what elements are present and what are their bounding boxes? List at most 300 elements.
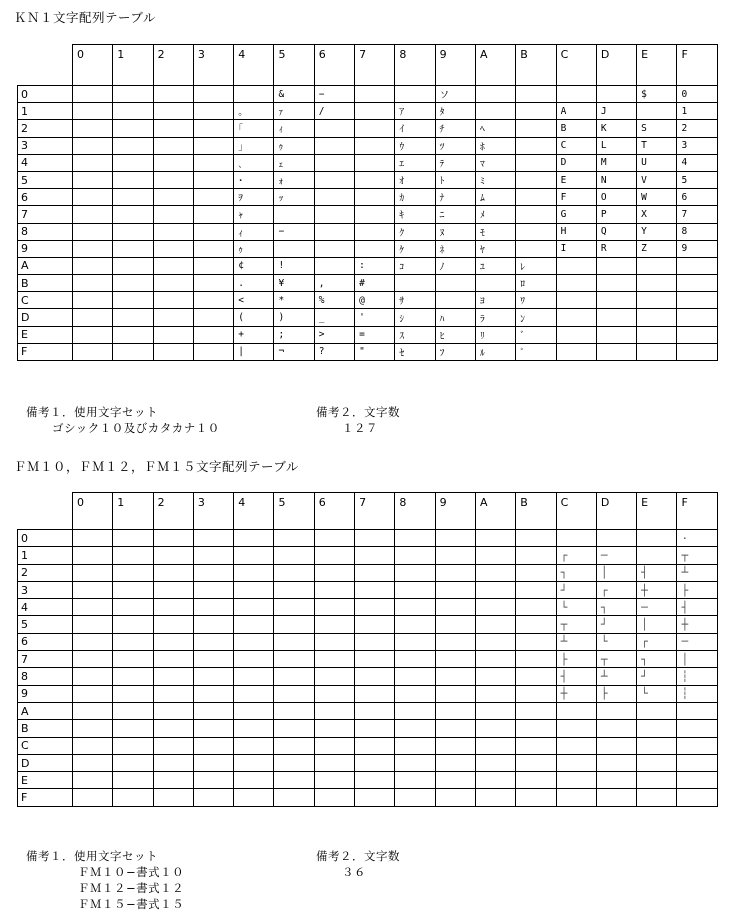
- char-cell: [475, 275, 515, 292]
- char-cell: ﾇ: [435, 223, 475, 240]
- char-cell: [193, 685, 233, 702]
- char-cell: [113, 789, 153, 806]
- char-cell: [516, 581, 556, 598]
- char-cell: [677, 343, 717, 360]
- char-cell: S: [637, 120, 677, 137]
- char-cell: [153, 789, 193, 806]
- char-cell: [274, 651, 314, 668]
- column-header: 8: [395, 493, 435, 530]
- row-header: 0: [18, 530, 73, 547]
- table-row: [18, 206, 718, 223]
- char-cell: ┴: [556, 633, 596, 650]
- char-cell: [516, 789, 556, 806]
- note1-value-0: ＦＭ１０−書式１０: [78, 865, 185, 879]
- char-cell: [556, 789, 596, 806]
- char-cell: ┤: [637, 564, 677, 581]
- char-cell: [556, 86, 596, 103]
- char-cell: [113, 599, 153, 616]
- char-cell: [435, 616, 475, 633]
- char-cell: [637, 343, 677, 360]
- table-row: [18, 309, 718, 326]
- char-cell: [314, 581, 354, 598]
- char-cell: [274, 530, 314, 547]
- char-cell: |: [234, 343, 274, 360]
- char-cell: [314, 547, 354, 564]
- char-cell: [193, 309, 233, 326]
- char-cell: <: [234, 292, 274, 309]
- char-cell: [637, 547, 677, 564]
- char-cell: ¥: [274, 275, 314, 292]
- char-cell: ﾒ: [475, 206, 515, 223]
- char-cell: [516, 737, 556, 754]
- char-cell: X: [637, 206, 677, 223]
- char-cell: [73, 137, 113, 154]
- char-cell: ｲ: [395, 120, 435, 137]
- char-cell: E: [556, 171, 596, 188]
- char-cell: [153, 206, 193, 223]
- char-cell: [153, 171, 193, 188]
- row-header: 7: [18, 206, 73, 223]
- char-cell: [355, 189, 395, 206]
- char-cell: F: [556, 189, 596, 206]
- char-cell: [435, 702, 475, 719]
- char-cell: G: [556, 206, 596, 223]
- char-cell: ┌: [637, 633, 677, 650]
- char-cell: [193, 651, 233, 668]
- char-cell: [516, 120, 556, 137]
- char-cell: [153, 564, 193, 581]
- char-cell: [113, 326, 153, 343]
- char-cell: %: [314, 292, 354, 309]
- table-row: [18, 292, 718, 309]
- char-cell: [355, 154, 395, 171]
- char-cell: [274, 720, 314, 737]
- char-cell: [596, 343, 636, 360]
- table-row: [18, 702, 718, 719]
- char-cell: [153, 633, 193, 650]
- char-cell: [355, 772, 395, 789]
- table-row: [18, 137, 718, 154]
- char-cell: [435, 599, 475, 616]
- char-cell: ┴: [677, 564, 717, 581]
- char-cell: [193, 103, 233, 120]
- char-cell: [314, 616, 354, 633]
- char-cell: [274, 240, 314, 257]
- table-row: [18, 257, 718, 274]
- char-cell: [516, 137, 556, 154]
- char-cell: [314, 685, 354, 702]
- char-cell: ┌: [596, 581, 636, 598]
- char-cell: [113, 309, 153, 326]
- char-cell: +: [234, 326, 274, 343]
- char-cell: [435, 581, 475, 598]
- char-cell: [355, 702, 395, 719]
- char-cell: [395, 754, 435, 771]
- char-cell: [153, 651, 193, 668]
- char-cell: [475, 685, 515, 702]
- char-cell: [435, 789, 475, 806]
- char-cell: [113, 581, 153, 598]
- char-cell: ┬: [556, 616, 596, 633]
- char-cell: _: [314, 309, 354, 326]
- table-row: [18, 668, 718, 685]
- char-cell: ｾ: [395, 343, 435, 360]
- char-cell: [193, 120, 233, 137]
- char-cell: [355, 651, 395, 668]
- char-cell: [314, 223, 354, 240]
- char-cell: [73, 685, 113, 702]
- row-header: 3: [18, 137, 73, 154]
- char-cell: ﾞ: [516, 326, 556, 343]
- table-row: [18, 772, 718, 789]
- char-cell: [153, 772, 193, 789]
- char-cell: ﾛ: [516, 275, 556, 292]
- char-cell: [596, 309, 636, 326]
- char-cell: [596, 754, 636, 771]
- char-cell: [153, 599, 193, 616]
- char-cell: [274, 702, 314, 719]
- char-cell: [274, 547, 314, 564]
- char-cell: [516, 564, 556, 581]
- char-cell: [73, 309, 113, 326]
- char-cell: [475, 720, 515, 737]
- table2-title: ＦＭ１０，ＦＭ１２，ＦＭ１５文字配列テーブル: [14, 459, 299, 474]
- char-cell: ─: [637, 599, 677, 616]
- char-cell: ｪ: [274, 154, 314, 171]
- char-cell: ﾙ: [475, 343, 515, 360]
- char-cell: ﾝ: [516, 309, 556, 326]
- char-cell: [234, 685, 274, 702]
- char-cell: J: [596, 103, 636, 120]
- row-header: 8: [18, 223, 73, 240]
- char-cell: [475, 530, 515, 547]
- char-cell: [475, 581, 515, 598]
- column-header: 8: [395, 45, 435, 86]
- char-cell: ｩ: [274, 137, 314, 154]
- char-cell: [556, 309, 596, 326]
- char-cell: [596, 720, 636, 737]
- char-cell: [395, 737, 435, 754]
- note1-label: 備考１．使用文字セット: [26, 849, 158, 863]
- char-cell: ｵ: [395, 171, 435, 188]
- char-cell: ｻ: [395, 292, 435, 309]
- char-cell: ﾌ: [435, 343, 475, 360]
- char-cell: [153, 326, 193, 343]
- char-cell: [234, 564, 274, 581]
- char-cell: [274, 599, 314, 616]
- char-cell: ┐: [637, 651, 677, 668]
- table-row: [18, 530, 718, 547]
- char-cell: [395, 651, 435, 668]
- char-cell: Q: [596, 223, 636, 240]
- char-cell: [475, 86, 515, 103]
- char-cell: [113, 754, 153, 771]
- char-cell: ｧ: [274, 103, 314, 120]
- char-cell: [234, 616, 274, 633]
- char-cell: [314, 702, 354, 719]
- char-cell: │: [596, 564, 636, 581]
- char-cell: [113, 103, 153, 120]
- char-cell: [73, 772, 113, 789]
- char-cell: [516, 772, 556, 789]
- char-cell: [234, 668, 274, 685]
- char-cell: ｳ: [395, 137, 435, 154]
- char-cell: [637, 530, 677, 547]
- char-cell: [73, 633, 113, 650]
- char-cell: [435, 564, 475, 581]
- char-cell: [73, 668, 113, 685]
- char-cell: ┆: [677, 668, 717, 685]
- char-cell: [113, 720, 153, 737]
- char-cell: [193, 257, 233, 274]
- char-cell: [73, 103, 113, 120]
- char-cell: [314, 137, 354, 154]
- char-cell: [153, 137, 193, 154]
- char-cell: ｯ: [274, 189, 314, 206]
- char-cell: [516, 189, 556, 206]
- char-cell: [596, 789, 636, 806]
- note1-value-2: ＦＭ１５−書式１５: [78, 897, 185, 911]
- char-cell: [556, 292, 596, 309]
- char-cell: [677, 737, 717, 754]
- char-cell: ﾃ: [435, 154, 475, 171]
- char-cell: [234, 633, 274, 650]
- char-cell: [274, 633, 314, 650]
- table-row: [18, 86, 718, 103]
- char-cell: [355, 668, 395, 685]
- char-cell: C: [556, 137, 596, 154]
- char-cell: [637, 292, 677, 309]
- char-cell: [73, 564, 113, 581]
- column-header: 7: [355, 45, 395, 86]
- char-cell: ﾟ: [516, 343, 556, 360]
- table-row: [18, 633, 718, 650]
- char-cell: [637, 754, 677, 771]
- char-cell: [314, 120, 354, 137]
- table-corner: [18, 493, 73, 530]
- char-cell: [274, 668, 314, 685]
- char-cell: 8: [677, 223, 717, 240]
- char-cell: [596, 292, 636, 309]
- char-cell: [637, 720, 677, 737]
- char-cell: [435, 668, 475, 685]
- char-cell: ﾜ: [516, 292, 556, 309]
- char-cell: [193, 154, 233, 171]
- char-cell: [193, 754, 233, 771]
- char-cell: ﾁ: [435, 120, 475, 137]
- row-header: 2: [18, 564, 73, 581]
- column-header: D: [596, 45, 636, 86]
- char-cell: [435, 633, 475, 650]
- table-row: [18, 754, 718, 771]
- char-cell: ┼: [677, 616, 717, 633]
- row-header: D: [18, 754, 73, 771]
- row-header: 6: [18, 633, 73, 650]
- char-cell: [355, 103, 395, 120]
- char-cell: [193, 530, 233, 547]
- char-cell: [73, 154, 113, 171]
- char-cell: [153, 154, 193, 171]
- char-cell: [556, 720, 596, 737]
- note1-value-1: ＦＭ１２−書式１２: [78, 881, 185, 895]
- column-header: F: [677, 493, 717, 530]
- char-cell: $: [637, 86, 677, 103]
- char-cell: [193, 275, 233, 292]
- char-cell: Z: [637, 240, 677, 257]
- row-header: 4: [18, 154, 73, 171]
- char-cell: [73, 530, 113, 547]
- char-cell: [234, 702, 274, 719]
- char-cell: [395, 668, 435, 685]
- column-header: 2: [153, 45, 193, 86]
- char-cell: [556, 257, 596, 274]
- char-cell: [355, 616, 395, 633]
- char-cell: [153, 737, 193, 754]
- char-cell: ┬: [677, 547, 717, 564]
- table-corner: [18, 45, 73, 86]
- row-header: 3: [18, 581, 73, 598]
- char-cell: ﾍ: [475, 120, 515, 137]
- char-cell: [153, 120, 193, 137]
- char-cell: [113, 189, 153, 206]
- char-cell: #: [355, 275, 395, 292]
- char-cell: [73, 616, 113, 633]
- char-cell: [596, 86, 636, 103]
- char-cell: ;: [274, 326, 314, 343]
- char-cell: ¬: [274, 343, 314, 360]
- char-cell: [73, 240, 113, 257]
- table2-note1: [26, 848, 184, 912]
- char-cell: [516, 223, 556, 240]
- char-cell: [637, 257, 677, 274]
- char-cell: ': [355, 309, 395, 326]
- char-cell: *: [274, 292, 314, 309]
- char-cell: ├: [556, 651, 596, 668]
- char-cell: [193, 171, 233, 188]
- row-header: 9: [18, 240, 73, 257]
- char-cell: ┤: [556, 668, 596, 685]
- table-row: [18, 789, 718, 806]
- char-cell: [355, 581, 395, 598]
- char-cell: [355, 137, 395, 154]
- column-header: 2: [153, 493, 193, 530]
- char-cell: [596, 530, 636, 547]
- row-header: A: [18, 702, 73, 719]
- char-cell: [637, 309, 677, 326]
- char-cell: [355, 547, 395, 564]
- char-cell: [355, 240, 395, 257]
- column-header: E: [637, 493, 677, 530]
- char-cell: [516, 530, 556, 547]
- char-cell: [113, 120, 153, 137]
- char-cell: [73, 547, 113, 564]
- char-cell: [234, 86, 274, 103]
- char-cell: [113, 702, 153, 719]
- char-cell: [475, 668, 515, 685]
- char-cell: │: [677, 651, 717, 668]
- column-header: 0: [73, 45, 113, 86]
- char-cell: :: [355, 257, 395, 274]
- char-cell: [516, 547, 556, 564]
- kn1-character-table: [17, 44, 718, 361]
- char-cell: [153, 86, 193, 103]
- table-row: [18, 581, 718, 598]
- char-cell: [516, 702, 556, 719]
- char-cell: [153, 223, 193, 240]
- char-cell: [113, 257, 153, 274]
- column-header: 7: [355, 493, 395, 530]
- char-cell: ･: [234, 171, 274, 188]
- char-cell: [355, 120, 395, 137]
- char-cell: [355, 633, 395, 650]
- char-cell: ┐: [596, 599, 636, 616]
- table-row: [18, 120, 718, 137]
- char-cell: H: [556, 223, 596, 240]
- char-cell: [274, 685, 314, 702]
- char-cell: ｼ: [395, 309, 435, 326]
- char-cell: [193, 189, 233, 206]
- char-cell: N: [596, 171, 636, 188]
- char-cell: [234, 547, 274, 564]
- char-cell: [677, 275, 717, 292]
- char-cell: [193, 223, 233, 240]
- char-cell: [113, 154, 153, 171]
- char-cell: ｬ: [234, 206, 274, 223]
- char-cell: [435, 737, 475, 754]
- char-cell: [153, 547, 193, 564]
- char-cell: [193, 720, 233, 737]
- char-cell: [475, 789, 515, 806]
- char-cell: [314, 720, 354, 737]
- table-row: [18, 685, 718, 702]
- char-cell: [234, 772, 274, 789]
- char-cell: [153, 343, 193, 360]
- char-cell: [435, 651, 475, 668]
- char-cell: M: [596, 154, 636, 171]
- char-cell: [516, 651, 556, 668]
- char-cell: [435, 530, 475, 547]
- char-cell: [153, 240, 193, 257]
- char-cell: [395, 633, 435, 650]
- char-cell: ┘: [556, 581, 596, 598]
- char-cell: [113, 564, 153, 581]
- char-cell: [516, 668, 556, 685]
- char-cell: [113, 668, 153, 685]
- char-cell: [355, 754, 395, 771]
- table-row: [18, 343, 718, 360]
- column-header: D: [596, 493, 636, 530]
- char-cell: [516, 154, 556, 171]
- char-cell: [395, 547, 435, 564]
- table1-note1: [26, 404, 220, 436]
- char-cell: [153, 754, 193, 771]
- char-cell: [677, 772, 717, 789]
- column-header: 5: [274, 45, 314, 86]
- char-cell: [193, 137, 233, 154]
- char-cell: ソ: [435, 86, 475, 103]
- char-cell: ": [355, 343, 395, 360]
- row-header: 7: [18, 651, 73, 668]
- char-cell: └: [637, 685, 677, 702]
- char-cell: ｽ: [395, 326, 435, 343]
- char-cell: ﾗ: [475, 309, 515, 326]
- char-cell: [193, 772, 233, 789]
- char-cell: [355, 171, 395, 188]
- row-header: 1: [18, 103, 73, 120]
- char-cell: ｴ: [395, 154, 435, 171]
- char-cell: [596, 326, 636, 343]
- char-cell: [314, 789, 354, 806]
